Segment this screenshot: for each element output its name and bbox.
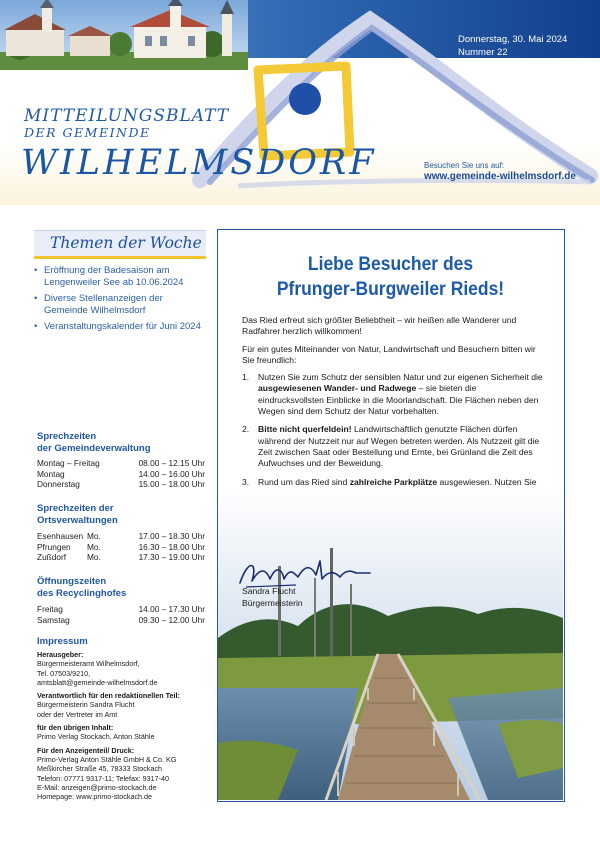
signer-name: Sandra Flucht [242,586,296,596]
article-intro: Das Ried erfreut sich größter Beliebtheit – wir heißen alle Wanderer und Radfahrer herzlich willkommen! [242,315,517,337]
hours-row [37,458,205,469]
time: 15.00 – 18.00 Uhr [138,479,205,490]
time: 16.30 – 18.00 Uhr [138,541,205,552]
recycling-table [37,604,205,625]
masthead-kicker: MITTEILUNGSBLATT [24,106,230,126]
publisher-label: Herausgeber: [37,650,84,659]
publisher-email[interactable]: amtsblatt@gemeinde-wilhelmsdorf.de [37,677,158,687]
time: 09.30 – 12.00 Uhr [138,614,205,625]
heading-line: des Recyclinghofes [37,587,127,599]
hours-row [37,615,205,626]
masthead-header [0,0,600,205]
themen-der-woche [34,230,206,338]
themen-list [34,265,206,333]
impressum-block [37,650,207,801]
other-label: für den übrigen Inhalt: [37,723,114,733]
hours-row [37,531,205,542]
day: Mo. [87,552,101,563]
heading-line: Sprechzeiten der [37,503,114,514]
item-emphasis: Bitte nicht querfeldein! [258,424,352,435]
item-text: ausgewiesen. Nutzen Sie [439,476,537,487]
ads-email[interactable]: E-Mail: anzeigen@primo-stockach.de [37,782,157,792]
heading-line: Sprechzeiten [37,431,97,442]
sprechzeiten-gv-table [37,458,205,490]
hours-row [37,469,205,480]
themen-item[interactable]: • Eröffnung der Badesaison am Lengenweiler See ab 10.06.2024 [34,265,206,288]
article-title [232,252,549,302]
time: 17.00 – 18.30 Uhr [138,531,205,541]
heading-line: Öffnungszeiten [37,576,107,587]
day: Mo. [87,531,101,541]
item-number: 1. [242,372,250,383]
signer-role: Bürgermeisterin [242,598,303,608]
item-text: – sie bieten die eindrucksvollsten Einblicke in die Moorlandschaft. Die Flächen neben den Wegen sind dem Schutz der Natur vorbehalten. [258,383,539,417]
hours-row [37,479,205,490]
hours-row [37,604,205,615]
editorial-label: Verantwortlich für den redaktionellen Teil: [37,691,180,701]
publisher-line: Bürgermeisteramt Wilhelmsdorf, [37,659,140,669]
sprechzeiten-ov-heading [37,503,207,526]
website-link[interactable]: www.gemeinde-wilhelmsdorf.de [424,171,576,182]
item-number: 3. [242,476,250,487]
editorial-line: oder der Vertreter im Amt [37,709,118,719]
editorial-line: Bürgermeisterin Sandra Flucht [37,700,135,710]
item-emphasis: zahlreiche Parkplätze [349,476,438,487]
impressum-heading: Impressum [37,636,88,647]
heading-line: Ortsverwaltungen [37,514,118,526]
themen-divider [34,256,206,259]
item-number: 2. [242,424,250,435]
masthead-title: WILHELMSDORF [21,143,377,183]
publisher-line: Tel. 07503/9210, [37,668,91,678]
sprechzeiten-ov-table [37,531,205,563]
article-list-item [242,424,544,469]
moor-boardwalk-photo [218,488,563,800]
themen-title: Themen der Woche [34,230,206,256]
issue-date: Donnerstag, 30. Mai 2024 [458,34,568,45]
day: Donnerstag [37,479,80,490]
time: 17.30 – 19.00 Uhr [138,552,205,563]
day: Montag [37,468,65,479]
article-title-line: Liebe Besucher des [307,254,474,275]
article-list-item [242,372,544,417]
hours-row [37,552,205,563]
ads-label: Für den Anzeigenteil/ Druck: [37,745,135,755]
place: Esenhausen [37,531,84,541]
hours-row [37,542,205,553]
ads-line: Primo-Verlag Anton Stähle GmbH & Co. KG [37,754,177,764]
time: 14.00 – 17.30 Uhr [138,604,205,614]
article-title-line: Pfrunger-Burgweiler Rieds! [276,279,505,300]
ads-homepage[interactable]: Homepage: www.primo-stockach.de [37,792,153,802]
heading-line: der Gemeindeverwaltung [37,442,151,454]
time: 14.00 – 16.00 Uhr [138,468,205,479]
place: Pfrungen [37,541,71,552]
masthead-subkicker: DER GEMEINDE [24,125,151,140]
themen-item[interactable]: • Diverse Stellenanzeigen der Gemeinde Wilhelmsdorf [34,293,206,316]
sprechzeiten-gv-heading [37,431,207,454]
other-line: Primo Verlag Stockach, Anton Stähle [37,732,155,742]
day: Samstag [37,614,70,625]
ads-line: Telefon: 07771 9317-11; Telefax: 9317-40 [37,773,170,783]
themen-item[interactable]: • Veranstaltungskalender für Juni 2024 [34,321,206,333]
item-emphasis: ausgewiesenen Wander- und Radwege [258,383,417,394]
item-text: Nutzen Sie zum Schutz der sensiblen Natur und zur eigenen Sicherheit die [258,372,543,383]
article-lead: Für ein gutes Miteinander von Natur, Landwirtschaft und Besuchern bitten wir Sie freundlich: [242,343,536,365]
main-article [217,229,565,802]
item-text: Landwirtschaftlich genutzte Flächen dürfen während der Nutzzeit nur auf Wegen betreten werden. Als Nutzzeit gilt die Zeit zwischen Saat oder Bestellung und Ernte, bei Grünland die Zeit des Aufwuchses und der Beweidung. [258,424,540,469]
recycling-heading [37,576,207,599]
ads-line: Meßkircher Straße 45, 78333 Stockach [37,764,163,774]
item-text: Rund um das Ried sind [258,476,350,487]
time: 08.00 – 12.15 Uhr [138,458,205,468]
day: Montag – Freitag [37,458,100,468]
day: Mo. [87,541,101,552]
day: Freitag [37,604,63,614]
issue-number: Nummer 22 [458,47,508,58]
place: Zußdorf [37,552,67,563]
visit-label: Besuchen Sie uns auf: [424,161,505,170]
